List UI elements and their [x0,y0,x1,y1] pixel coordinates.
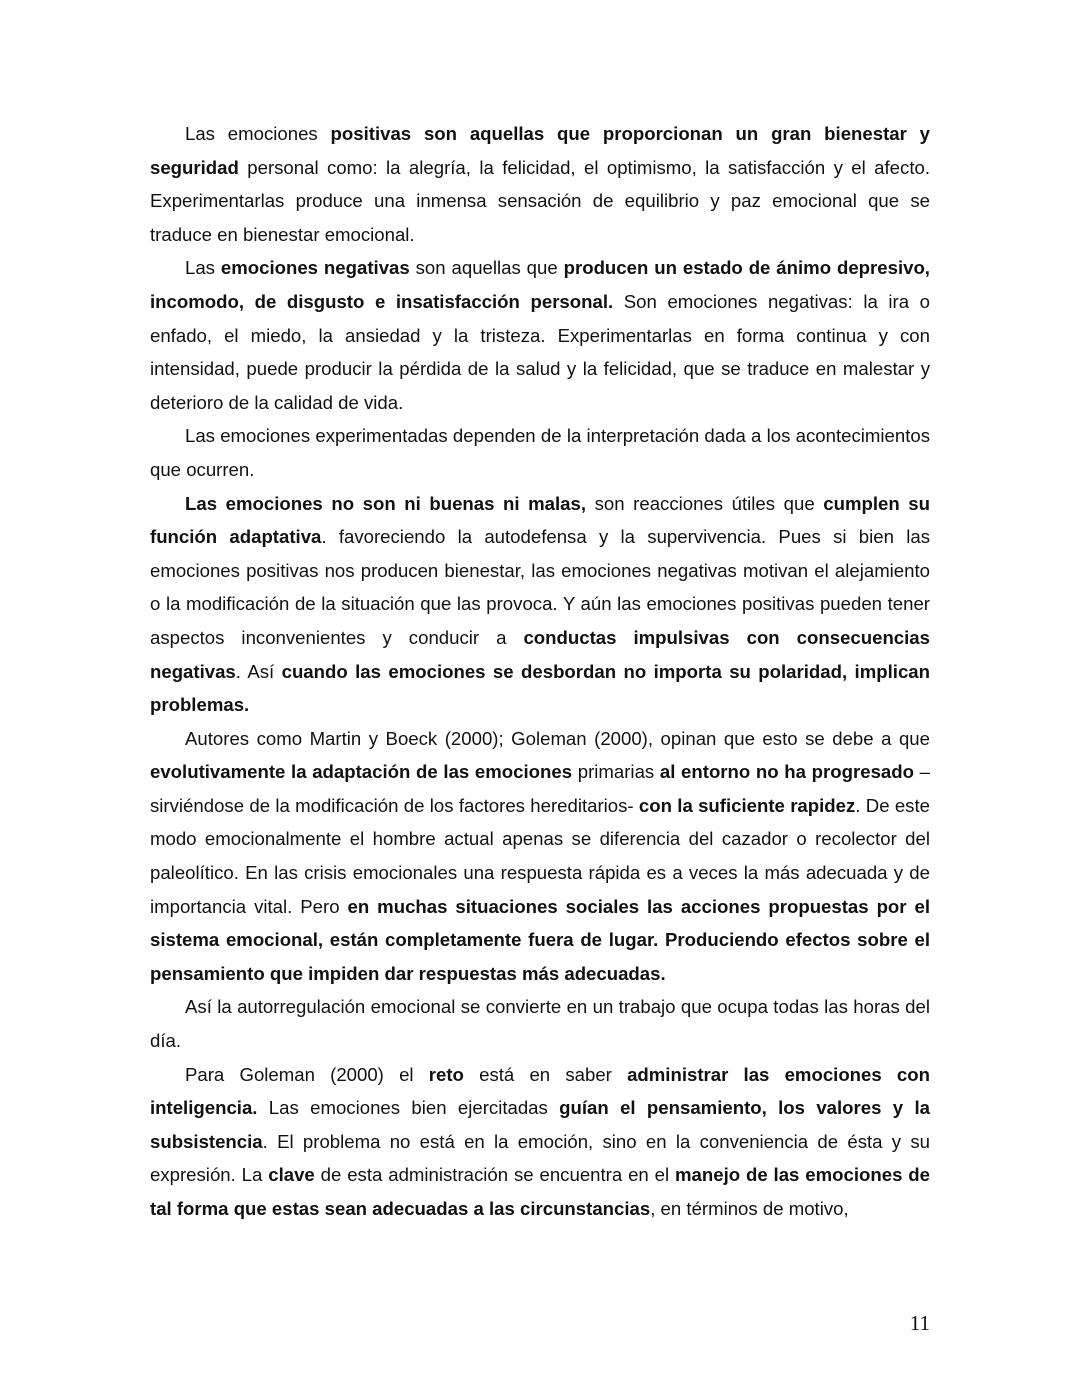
text-run: son aquellas que [409,257,564,279]
text-run: de esta administración se encuentra en el [314,1164,675,1186]
text-run: está en saber [463,1063,628,1085]
text-run: Las emociones [185,123,331,144]
text-run: primarias [572,761,660,783]
bold-text-run: producen un estado de ánimo depresivo, incomodo, de disgusto e insatisfacción personal. [150,257,930,312]
text-run: . De este modo emocionalmente el hombre actual apenas se diferencia del cazador o recolector del paleolítico. En las crisis emocionales una respuesta rápida es a veces la más adecuada y de importancia vital. Pero [150,794,930,917]
text-run: Así la autorregulación emocional se convierte en un trabajo que ocupa todas las horas del día. [150,996,930,1052]
paragraph-evolution [150,722,930,991]
text-run: . El problema no está en la emoción, sino en la conveniencia de ésta y su expresión. La [150,1130,930,1186]
paragraph-positive-emotions [150,117,930,251]
bold-text-run: clave [268,1164,315,1186]
bold-text-run: cuando las emociones se desbordan no importa su polaridad, implican problemas. [150,660,930,716]
text-run: Son emociones negativas: la ira o enfado, el miedo, la ansiedad y la tristeza. Experimentarlas en forma continua y con intensidad, puede producir la pérdida de la salud y la felicidad, que se traduce en malestar y deterioro de la calidad de vida. [150,290,930,413]
bold-text-run: en muchas situaciones sociales las acciones propuestas por el sistema emocional, están completamente fuera de lugar. Produciendo efectos sobre el pensamiento que impiden dar respuestas más adecuadas. [150,895,930,984]
paragraph-self-regulation [150,990,930,1057]
text-run: , en términos de motivo, [650,1198,849,1219]
bold-text-run: guían el pensamiento, los valores y la subsistencia [150,1097,930,1152]
text-run: . Así [235,660,282,682]
bold-text-run: con la suficiente rapidez [638,794,856,816]
bold-text-run: cumplen su función adaptativa [150,492,930,548]
text-run: Las emociones experimentadas dependen de la interpretación dada a los acontecimientos que ocurren. [150,425,930,480]
bold-text-run: positivas son aquellas que proporcionan un gran bienestar y seguridad [150,123,930,178]
bold-text-run: evolutivamente la adaptación de las emociones [150,761,573,783]
bold-text-run: administrar las emociones con inteligencia. [150,1063,930,1119]
text-run: Las emociones bien ejercitadas [257,1097,560,1119]
text-run: –sirviéndose de la modificación de los factores hereditarios- [150,761,930,816]
bold-text-run: manejo de las emociones de tal forma que estas sean adecuadas a las circunstancias [150,1164,930,1219]
text-run: Las [185,257,221,279]
paragraph-adaptive-function [150,487,930,722]
paragraph-interpretation [150,419,930,486]
text-run: son reacciones útiles que [586,492,824,514]
text-run: Para Goleman (2000) el [185,1063,429,1085]
page-number: 11 [909,1311,930,1335]
bold-text-run: Las emociones no son ni buenas ni malas, [185,492,587,514]
bold-text-run: conductas impulsivas con consecuencias negativas [150,626,930,682]
paragraph-goleman-challenge [150,1058,930,1226]
bold-text-run: emociones negativas [220,257,410,279]
bold-text-run: reto [428,1063,464,1085]
text-run: personal como: la alegría, la felicidad, el optimismo, la satisfacción y el afecto. Experimentarlas produce una inmensa sensación de equilibrio y paz emocional que se traduce en bienestar emocional. [150,156,930,245]
bold-text-run: al entorno no ha progresado [659,761,914,783]
text-run: Autores como Martin y Boeck (2000); Goleman (2000), opinan que esto se debe a que [185,727,930,749]
text-run: . favoreciendo la autodefensa y la supervivencia. Pues si bien las emociones positivas nos producen bienestar, las emociones negativas motivan el alejamiento o la modificación de la situación que las provoca. Y aún las emociones positivas pueden tener aspectos inconvenientes y conducir a [150,526,930,648]
document-body [150,117,930,1226]
paragraph-negative-emotions [150,251,930,419]
